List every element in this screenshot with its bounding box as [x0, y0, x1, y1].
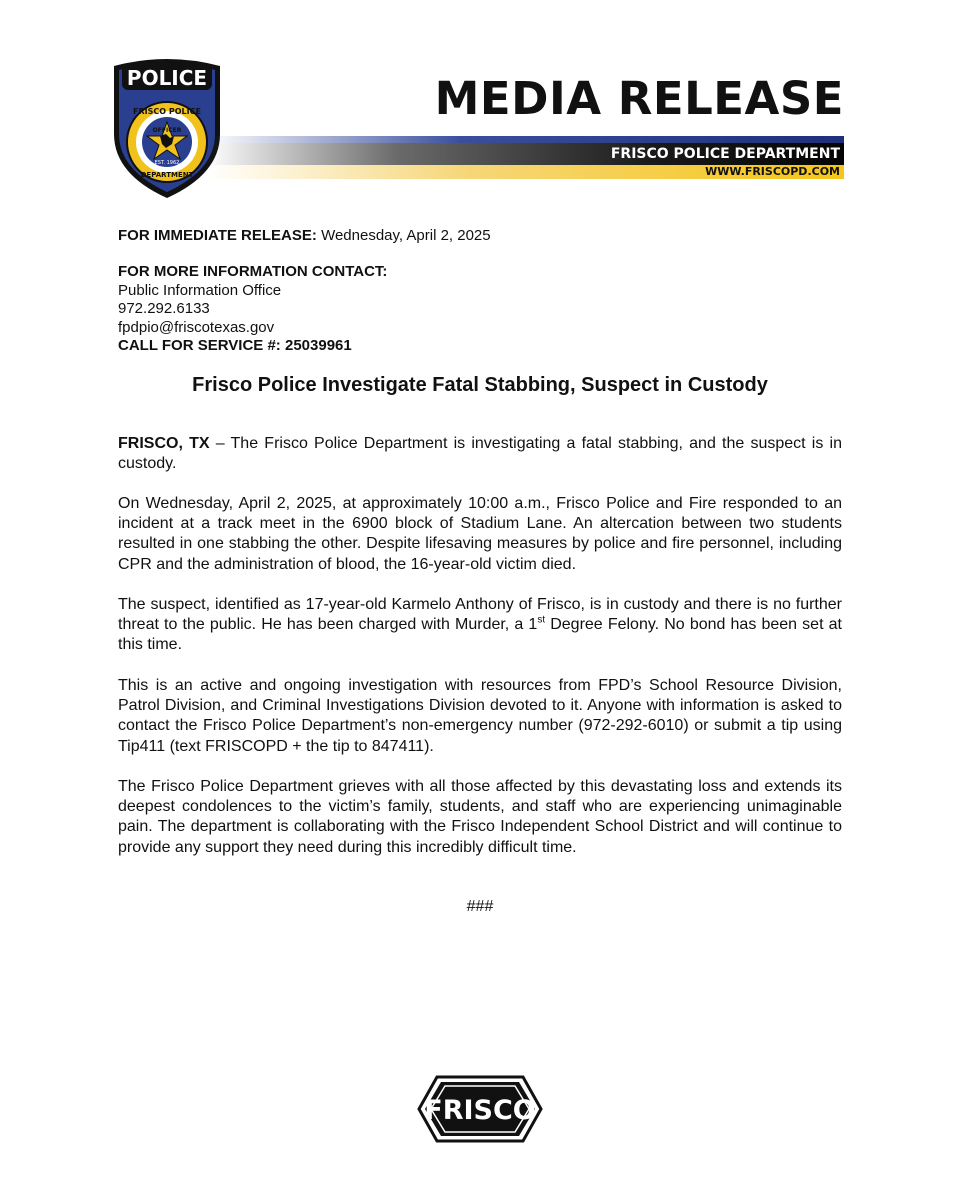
paragraph-1-text: – The Frisco Police Department is investigating a fatal stabbing, and the suspect is in custody.	[118, 435, 843, 473]
department-name: FRISCO POLICE DEPARTMENT	[610, 146, 840, 162]
badge-police-text: POLICE	[126, 66, 208, 90]
release-line	[118, 227, 491, 246]
paragraph-3-sup: st	[537, 614, 546, 626]
paragraph-1	[118, 434, 842, 474]
release-date: Wednesday, April 2, 2025	[321, 227, 491, 244]
release-label: FOR IMMEDIATE RELEASE:	[118, 227, 317, 244]
dateline: FRISCO, TX	[118, 435, 210, 452]
service-label: CALL FOR SERVICE #:	[118, 337, 281, 354]
paragraph-3-text-b: Degree Felony. No bond has been set at this time.	[118, 616, 842, 654]
contact-block	[118, 263, 387, 356]
paragraph-5: The Frisco Police Department grieves with all those affected by this devastating loss and extends its deepest condolences to the victim’s family, students, and staff who are experiencing unimaginable pain. The department is collaborating with the Frisco Independent School District and will continue to provide any support they need during this incredibly difficult time.	[118, 778, 842, 856]
svg-text:OFFICER: OFFICER	[152, 127, 182, 134]
contact-phone: 972.292.6133	[118, 300, 210, 317]
paragraph-2: On Wednesday, April 2, 2025, at approximately 10:00 a.m., Frisco Police and Fire responded to an incident at a track meet in the 6900 block of Stadium Lane. An altercation between two students resulted in one stabbing the other. Despite lifesaving measures by police and fire personnel, including CPR and the administration of blood, the 16-year-old victim died.	[118, 495, 842, 573]
website-url: WWW.FRISCOPD.COM	[705, 165, 840, 178]
contact-email: fpdpio@friscotexas.gov	[118, 318, 275, 336]
header-band-blue	[206, 136, 844, 143]
media-release-title: MEDIA RELEASE	[434, 72, 844, 125]
frisco-city-logo	[417, 1075, 543, 1143]
frisco-logo-text: FRISCO	[424, 1095, 536, 1126]
service-number: 25039961	[284, 337, 352, 354]
contact-label: FOR MORE INFORMATION CONTACT:	[118, 263, 388, 280]
svg-text:EST. 1962: EST. 1962	[154, 160, 180, 166]
paragraph-3-text-a: The suspect, identified as 17-year-old Karmelo Anthony of Frisco, is in custody and there is no further threat to the public. He has been charged with Murder, a 1	[118, 596, 842, 634]
contact-office: Public Information Office	[118, 281, 282, 299]
headline: Frisco Police Investigate Fatal Stabbing, Suspect in Custody	[192, 374, 768, 396]
end-mark: ###	[466, 898, 494, 915]
svg-text:FRISCO POLICE: FRISCO POLICE	[133, 107, 201, 116]
paragraph-4: This is an active and ongoing investigation with resources from FPD’s School Resource Division, Patrol Division, and Criminal Investigations Division devoted to it. Anyone with information is asked to contact the Frisco Police Department’s non-emergency number (972-292-6010) or submit a tip using Tip411 (text FRISCOPD + the tip to 847411).	[118, 677, 842, 755]
svg-text:DEPARTMENT: DEPARTMENT	[140, 171, 194, 179]
paragraph-3	[118, 595, 842, 656]
header-band-website	[206, 165, 844, 179]
header-band-department	[206, 143, 844, 165]
